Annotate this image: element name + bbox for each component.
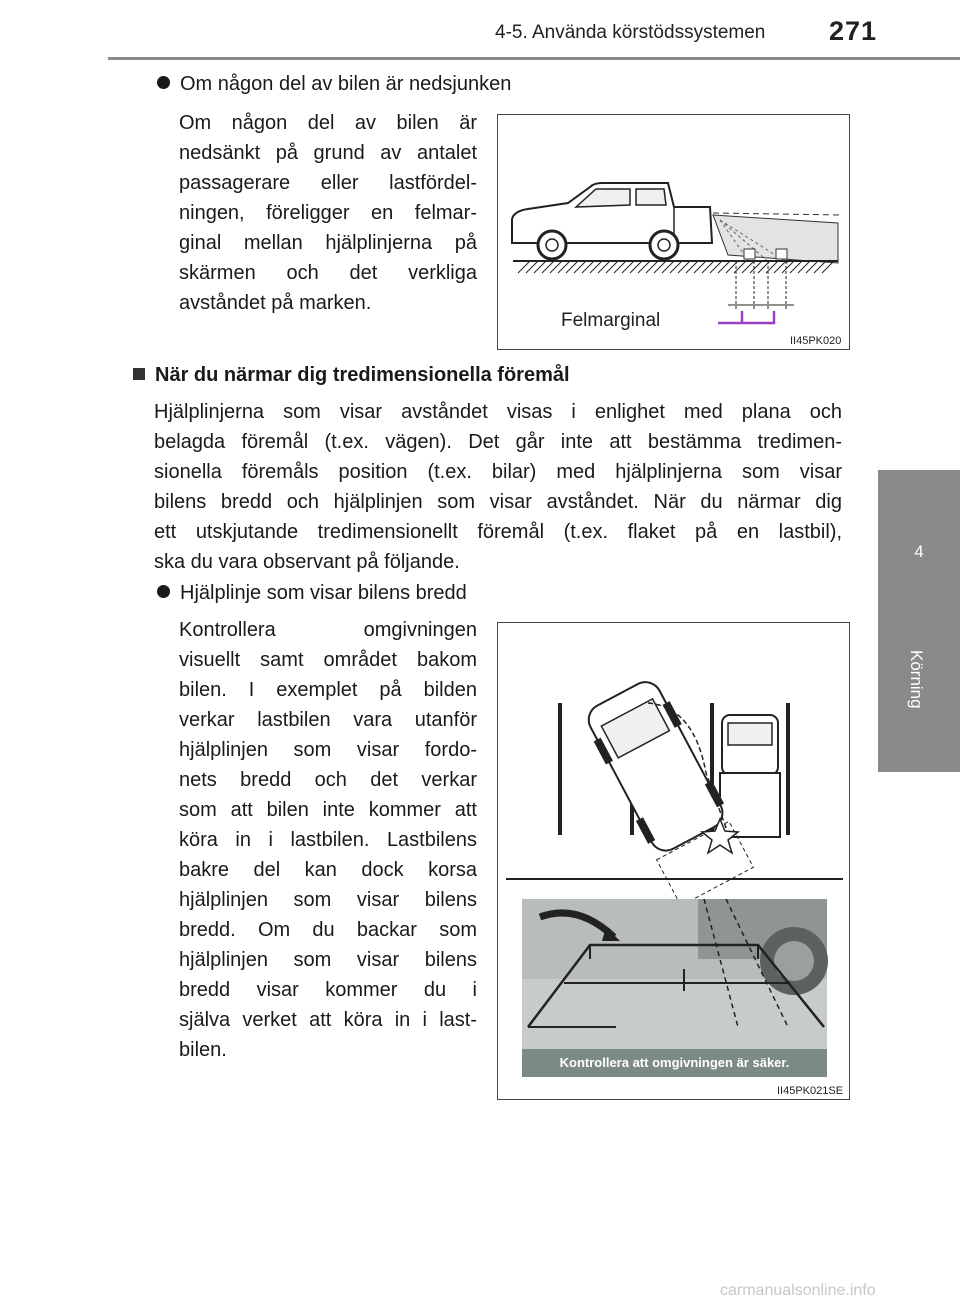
page-number: 271 xyxy=(829,16,878,46)
watermark: carmanualsonline.info xyxy=(720,1282,876,1299)
bullet-sunken: Om någon del av bilen är nedsjunken xyxy=(157,73,511,96)
figure-width-guide xyxy=(497,622,850,1100)
screen-message: Kontrollera att omgivningen är säker. xyxy=(559,1055,790,1070)
chapter-label: Körning xyxy=(907,650,926,709)
chapter-number: 4 xyxy=(914,542,924,561)
error-margin-label: Felmarginal xyxy=(561,310,661,331)
figure-error-margin xyxy=(497,114,850,350)
chapter-tab xyxy=(878,470,960,772)
bullet-width-guide: Hjälplinje som visar bilens bredd xyxy=(157,582,467,605)
paragraph-sunken: Om någon del av bilen är nedsänkt på grund av antalet passagerare eller lastfördel- ningen, föreligger en felmar- ginal mellan hjälplinjerna på skärmen och det verkliga avståndet på marken. xyxy=(179,112,477,314)
section-heading: När du närmar dig tredimensionella föremål xyxy=(133,364,570,387)
paragraph-width-guide: Kontrollera omgivningen visuellt samt området bakom bilen. I exemplet på bilden verkar lastbilen vara utanför hjälplinjen som visar fordo- nets bredd och det verkar som att bilen inte kommer att köra in i lastbilen. Lastbilens bakre del kan dock korsa hjälplinjen som visar bilens bredd. Om du backar som hjälplinjen som visar bilens bredd visar kommer du i själva verket att köra in i last- bilen. xyxy=(179,619,477,1061)
pickup-side-illustration xyxy=(498,115,849,349)
header-rule xyxy=(108,57,960,60)
square-bullet-icon xyxy=(133,368,145,380)
figure-code: II45PK021SE xyxy=(777,1085,844,1097)
paragraph-3d-objects: Hjälplinjerna som visar avståndet visas i enlighet med plana och belagda föremål (t.ex. vägen). Det går inte att bestämma tredimen- sionella föremåls position (t.ex. bilar) med hjälplinjerna som visar bilens bredd och hjälplinjen som visar avståndet. När du närmar dig ett utskjutande tredimensionellt föremål (t.ex. flaket på en lastbil), ska du vara observant på följande. xyxy=(154,401,842,573)
bullet-dot-icon xyxy=(157,76,170,89)
parking-illustration xyxy=(498,623,849,1099)
figure-code: II45PK020 xyxy=(790,335,842,347)
bullet-dot-icon xyxy=(157,585,170,598)
section-title: 4-5. Använda körstödssystemen xyxy=(495,22,766,43)
